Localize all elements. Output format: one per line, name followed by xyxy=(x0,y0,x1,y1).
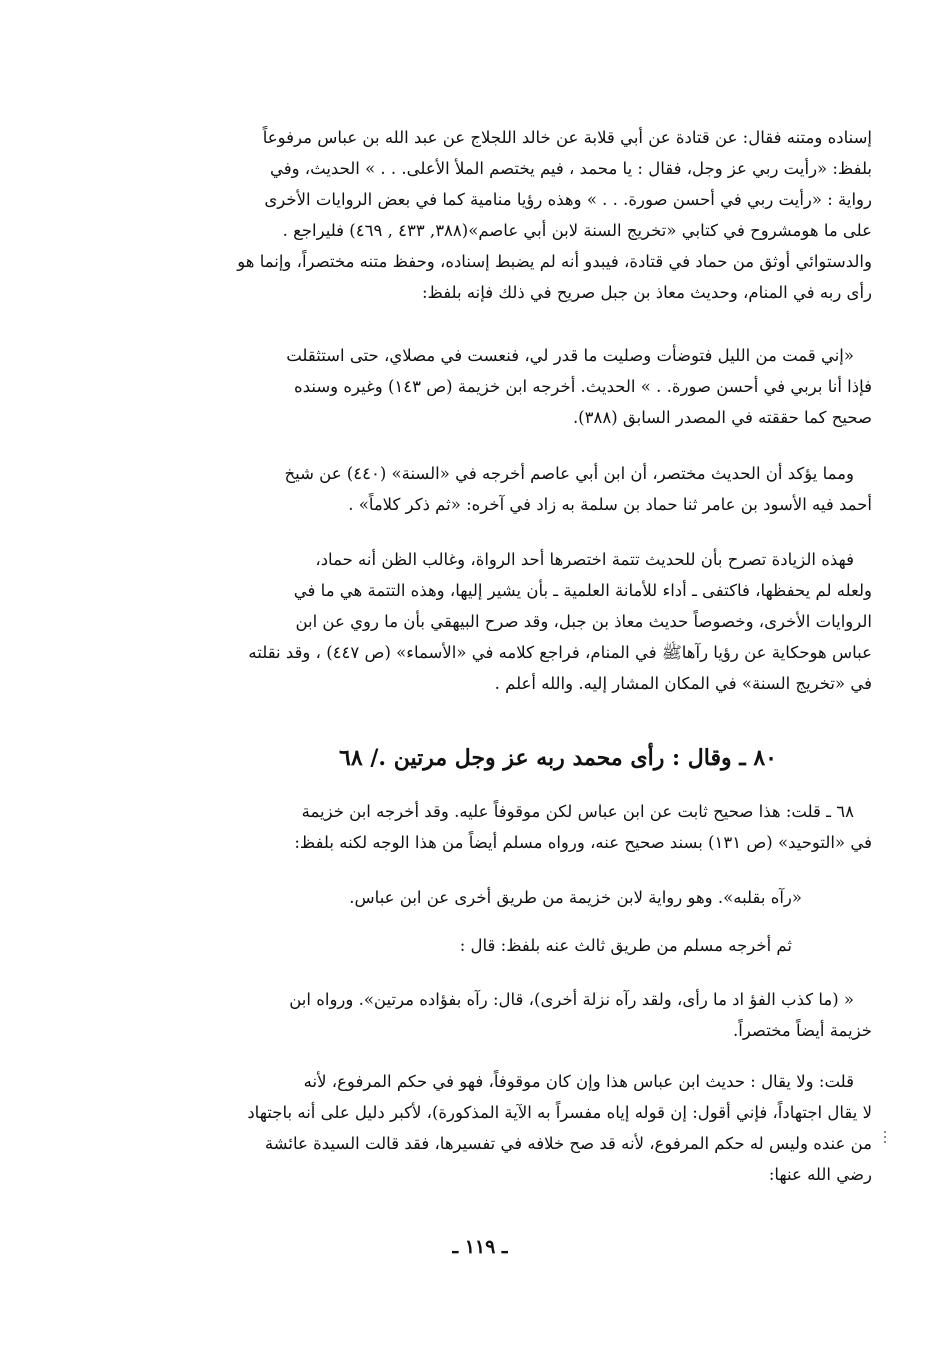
text-line: «رآه بقلبه». وهو رواية لابن خزيمة من طريق أخرى عن ابن عباس. xyxy=(349,888,802,907)
paragraph-isnad xyxy=(152,122,872,308)
section-heading: ٨٠ ـ وقال : رأى محمد ربه عز وجل مرتين ./ ٦٨ xyxy=(339,745,777,771)
paragraph-ziyada xyxy=(152,544,872,699)
text-line: ٦٨ ـ قلت: هذا صحيح ثابت عن ابن عباس لكن موقوفاً عليه. وقد أخرجه ابن خزيمة xyxy=(301,802,854,821)
text-line: رأى ربه في المنام، وحديث معاذ بن جبل صريح في ذلك فإنه بلفظ: xyxy=(421,283,872,302)
text-line: ثم أخرجه مسلم من طريق ثالث عنه بلفظ: قال : xyxy=(459,936,792,955)
text-line: رضي الله عنها: xyxy=(768,1165,872,1184)
text-line: والدستوائي أوثق من حماد في قتادة، فيبدو أنه لم يضبط إسناده، وحفظ متنه مختصراً، وإنما هو xyxy=(237,252,872,271)
paragraph-qultu xyxy=(152,1066,872,1190)
text-line: على ما هومشروح في كتابي «تخريج السنة لابن أبي عاصم»(٣٨٨, ٤٣٣ , ٤٦٩) فليراجع . xyxy=(282,221,872,240)
text-line: إسناده ومتنه فقال: عن قتادة عن أبي قلابة عن خالد اللجلاج عن عبد الله بن عباس مرفوعاً xyxy=(262,128,872,147)
text-line: ومما يؤكد أن الحديث مختصر، أن ابن أبي عاصم أخرجه في «السنة» (٤٤٠) عن شيخ xyxy=(284,464,854,483)
paragraph-muslim xyxy=(152,930,792,961)
text-line: بلفظ: «رأيت ربي عز وجل، فقال : يا محمد ، فيم يختصم الملأ الأعلى. . . » الحديث، وفي xyxy=(269,159,872,178)
text-line: لا يقال اجتهاداً، فإني أقول: إن قوله إياه مفسراً به الآية المذكورة)، لأكبر دليل على أنه باجتهاد xyxy=(247,1103,872,1122)
text-line: عباس هوحكاية عن رؤيا رآهاﷺ في المنام، فراجع كلامه في «الأسماء» (ص ٤٤٧) ، وقد نقلته xyxy=(248,643,872,662)
text-line: الروايات الأخرى، وخصوصاً حديث معاذ بن جبل، وقد صرح البيهقي بأن ما روي عن ابن xyxy=(295,612,872,631)
text-line: رواية : «رأيت ربي في أحسن صورة. . . » وهذه رؤيا منامية كما في بعض الروايات الأخرى xyxy=(264,190,872,209)
text-line: من عنده وليس له حكم المرفوع، لأنه قد صح خلافه في تفسيرها، فقد قالت السيدة عائشة xyxy=(264,1134,872,1153)
text-line: «إني قمت من الليل فتوضأت وصليت ما قدر لي، فنعست في مصلاي، حتى استثقلت xyxy=(286,346,854,365)
text-line: فهذه الزيادة تصرح بأن للحديث تتمة اختصرها أحد الرواة، وغالب الظن أنه حماد، xyxy=(315,550,854,569)
text-line: ولعله لم يحفظها، فاكتفى ـ أداء للأمانة العلمية ـ بأن يشير إليها، وهذه التتمة هي ما في xyxy=(293,581,872,600)
paragraph-ibn-abi-asim xyxy=(152,458,872,520)
page-number: ـ ١١٩ ـ xyxy=(452,1236,508,1258)
text-line: خزيمة أيضاً مختصراً. xyxy=(733,1021,872,1040)
paragraph-qalbih xyxy=(152,882,802,913)
paragraph-fuad xyxy=(152,984,872,1046)
text-line: قلت: ولا يقال : حديث ابن عباس هذا وإن كان موقوفاً، فهو في حكم المرفوع، لأنه xyxy=(303,1072,854,1091)
paragraph-hadith-muadh xyxy=(152,340,872,433)
text-line: في «التوحيد» (ص ١٣١) بسند صحيح عنه، ورواه مسلم أيضاً من هذا الوجه لكنه بلفظ: xyxy=(294,833,872,852)
text-line: أحمد فيه الأسود بن عامر ثنا حماد بن سلمة به زاد في آخره: «ثم ذكر كلاماً» . xyxy=(348,495,872,514)
text-line: في «تخريج السنة» في المكان المشار إليه. والله أعلم . xyxy=(494,674,872,693)
text-line: « (ما كذب الفؤ اد ما رأى، ولقد رآه نزلة أخرى)، قال: رآه بفؤاده مرتين». ورواه ابن xyxy=(289,990,854,1009)
paragraph-note-68 xyxy=(152,796,872,858)
text-line: صحيح كما حققته في المصدر السابق (٣٨٨). xyxy=(572,408,872,427)
text-line: فإذا أنا بربي في أحسن صورة. . » الحديث. أخرجه ابن خزيمة (ص ١٤٣) وغيره وسنده xyxy=(294,377,872,396)
margin-mark xyxy=(884,1128,888,1148)
